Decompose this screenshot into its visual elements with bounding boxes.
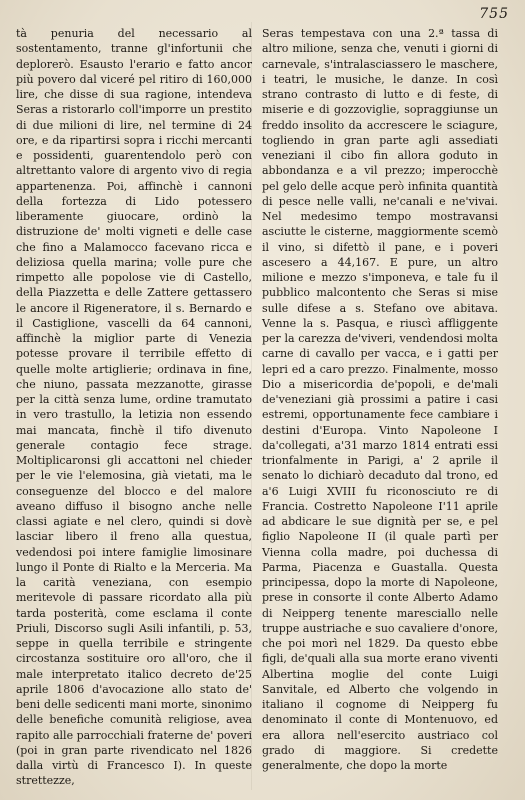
right-column: [262, 26, 498, 773]
right-column-text: Seras tempestava con una 2.ª tassa di altro milione, senza che, venuti i giorni di carnevale, s'intralasciassero le maschere, i teatri, le musiche, le danze. In così strano contrasto di lutto e di feste, di miserie e di gozzoviglie, sopraggiunse un freddo insolito da accrescere le sciagure, togliendo in gran parte agli assediati veneziani il cibo fin allora goduto in abbondanza e a vil prezzo; imperocchè pel gelo delle acque però infinita quantità di pesce nelle valli, ne'canali e ne'vivai. Nel medesimo tempo mostravansi asciutte le cisterne, maggiormente scemò il vino, si difettò il pane, e i poveri ascesero a 44,167. E pure, un altro milione e mezzo s'imponeva, e tale fu il pubblico malcontento che Seras si mise sulle difese a s. Stefano ove abitava. Venne la s. Pasqua, e riuscì affliggente per la carezza de'viveri, vendendosi molta carne di cavallo per vacca, e i gatti per lepri ed a caro prezzo. Finalmente, mosso Dio a misericordia de'popoli, e de'mali de'veneziani già prossimi a patire i casi estremi, opportunamente fece cambiare i destini d'Europa. Vinto Napoleone I da'collegati, a'31 marzo 1814 entrati essi trionfalmente in Parigi, a' 2 aprile il senato lo dichiarò decaduto dal trono, ed a'6 Luigi XVIII fu riconosciuto re di Francia. Costretto Napoleone I'11 aprile ad abdicare le sue dignità per se, e pel figlio Napoleone II (il quale partì per Vienna colla madre, poi duchessa di Parma, Piacenza e Guastalla. Questa principessa, dopo la morte di Napoleone, prese in consorte il conte Alberto Adamo di Neipperg tenente maresciallo nelle truppe austriache e suo cavaliere d'onore, che poi morì nel 1829. Da questo ebbe figli, de'quali alla sua morte erano viventi Albertina moglie del conte Luigi Sanvitale, ed Alberto che volgendo in italiano il cognome di Neipperg fu denominato il conte di Montenuovo, ed era allora nell'esercito austriaco col grado di maggiore. Si credette generalmente, che dopo la morte: [262, 27, 498, 772]
page-number: 755: [479, 6, 509, 22]
left-column: [16, 26, 252, 789]
left-column-text: tà penuria del necessario al sostentamento, tranne gl'infortunii che deplorerò. Esausto l'erario e fatto ancor più povero dal viceré pel ritiro di 160,000 lire, che disse di sua ragione, intendeva Seras a ristorarlo coll'imporre un prestito di due milioni di lire, nel termine di 24 ore, e da ripartirsi sopra i ricchi mercanti e possidenti, guarentendolo però con altrettanto valore di argento vivo di regia appartenenza. Poi, affinchè i cannoni della fortezza di Lido potessero liberamente giuocare, ordinò la distruzione de' molti vigneti e delle case che fino a Malamocco facevano ricca e deliziosa quella marina; volle pure che rimpetto alle popolose vie di Castello, della Piazzetta e delle Zattere gettassero le ancore il Rigeneratore, il s. Bernardo e il Castiglione, vascelli da 64 cannoni, affinchè la miglior parte di Venezia potesse provare il terribile effetto di quelle molte artiglierie; ordinava in fine, che niuno, passata mezzanotte, girasse per la città senza lume, ordine tramutato in vero trastullo, la letizia non essendo mai mancata, finchè il tifo divenuto generale contagio fece strage. Moltiplicaronsi gli accattoni nel chieder per le vie l'elemosina, già vietati, ma le conseguenze del blocco e del malore aveano diffuso il bisogno anche nelle classi agiate e nel clero, quindi si dovè lasciar libero il freno alla questua, vedendosi poi intere famiglie limosinare lungo il Ponte di Rialto e la Merceria. Ma la carità veneziana, con esempio meritevole di passare ricordato alla più tarda posterità, come esclama il conte Priuli, Discorso sugli Asili infantili, p. 53, seppe in quella terribile e stringente circostanza sostituire oro all'oro, che il male interpretato italico decreto de'25 aprile 1806 d'avocazione allo stato de' beni delle sedicenti mani morte, sinonimo delle benefiche comunità religiose, avea rapito alle parrocchiali fraterne de' poveri (poi in gran parte rivendicato nel 1826 dalla virtù di Francesco I). In queste strettezze,: [16, 27, 252, 788]
